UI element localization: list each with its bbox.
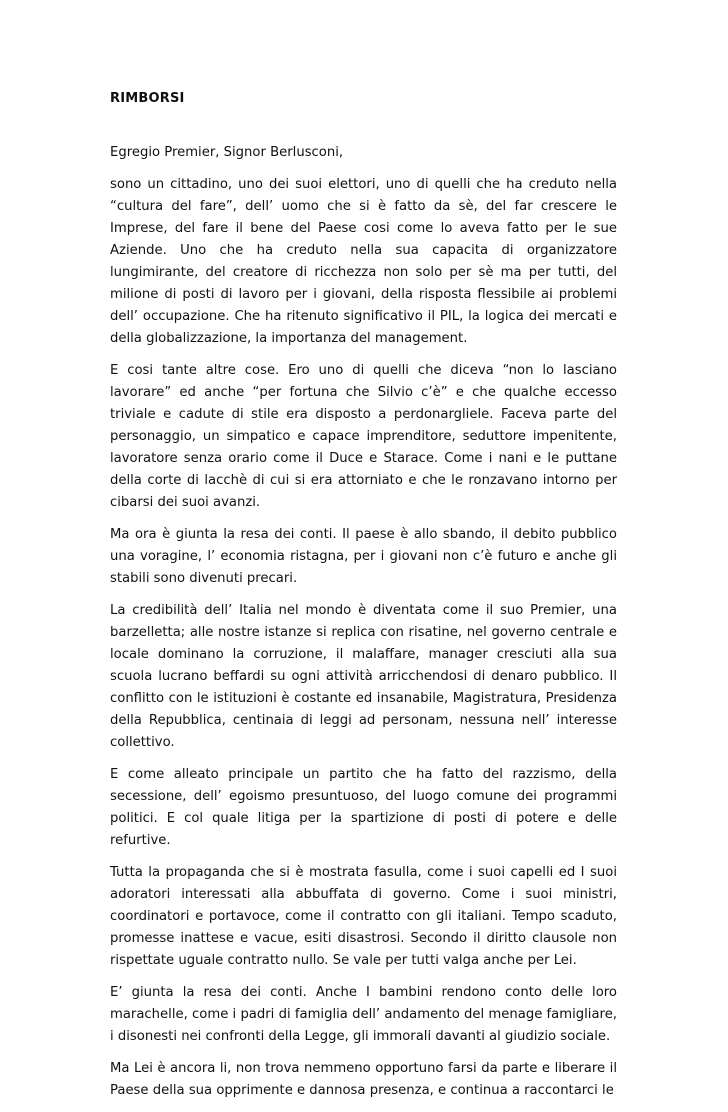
paragraph: La credibilità dell’ Italia nel mondo è diventata come il suo Premier, una barzelletta; alle nostre istanze si replica con risatine, nel governo centrale e locale dominano la corruzione, il malaffare, manager cresciuti alla sua scuola lucrano beffardi su ogni attività arricchendosi di denaro pubblico. Il conflitto con le istituzioni è costante ed insanabile, Magistratura, Presidenza della Repubblica, centinaia di leggi ad personam, nessuna nell’ interesse collettivo. [110,603,617,750]
paragraph: Ma ora è giunta la resa dei conti. Il paese è allo sbando, il debito pubblico una voragine, l’ economia ristagna, per i giovani non c’è futuro e anche gli stabili sono divenuti precari. [110,527,617,586]
paragraph: Tutta la propaganda che si è mostrata fasulla, come i suoi capelli ed I suoi adoratori interessati alla abbuffata di governo. Come i suoi ministri, coordinatori e portavoce, come il contratto con gli italiani. Tempo scaduto, promesse inattese e vacue, esiti disastrosi. Secondo il diritto clausole non rispettate uguale contratto nullo. Se vale per tutti valga anche per Lei. [110,865,617,968]
paragraph: E cosi tante altre cose. Ero uno di quelli che diceva “non lo lasciano lavorare” ed anche “per fortuna che Silvio c’è” e che qualche eccesso triviale e cadute di stile era disposto a perdonargliele. Faceva parte del personaggio, un simpatico e capace imprenditore, seduttore impenitente, lavoratore senza orario come il Duce e Starace. Come i nani e le puttane della corte di lacchè di cui si era attorniato e che le ronzavano intorno per cibarsi dei suoi avanzi. [110,363,617,510]
paragraph: E’ giunta la resa dei conti. Anche I bambini rendono conto delle loro marachelle, come i padri di famiglia dell’ andamento del menage famigliare, i disonesti nei confronti della Legge, gli immorali davanti al giudizio sociale. [110,985,617,1044]
document-title: RIMBORSI [110,91,185,106]
paragraph: sono un cittadino, uno dei suoi elettori, uno di quelli che ha creduto nella “cultura del fare”, dell’ uomo che si è fatto da sè, del far crescere le Imprese, del fare il bene del Paese cosi come lo aveva fatto per le sue Aziende. Uno che ha creduto nella sua capacita di organizzatore lungimirante, del creatore di ricchezza non solo per sè ma per tutti, del milione di posti di lavoro per i giovani, della risposta flessibile ai problemi dell’ occupazione. Che ha ritenuto significativo il PIL, la logica dei mercati e della globalizzazione, la importanza del management. [110,177,617,346]
salutation: Egregio Premier, Signor Berlusconi, [110,145,344,160]
paragraph: E come alleato principale un partito che ha fatto del razzismo, della secessione, dell’ egoismo presuntuoso, del luogo comune dei programmi politici. E col quale litiga per la spartizione di posti di potere e delle refurtive. [110,767,617,848]
document-page [110,88,617,1112]
paragraph: Ma Lei è ancora li, non trova nemmeno opportuno farsi da parte e liberare il Paese della sua opprimente e dannosa presenza, e continua a raccontarci le [110,1061,617,1098]
